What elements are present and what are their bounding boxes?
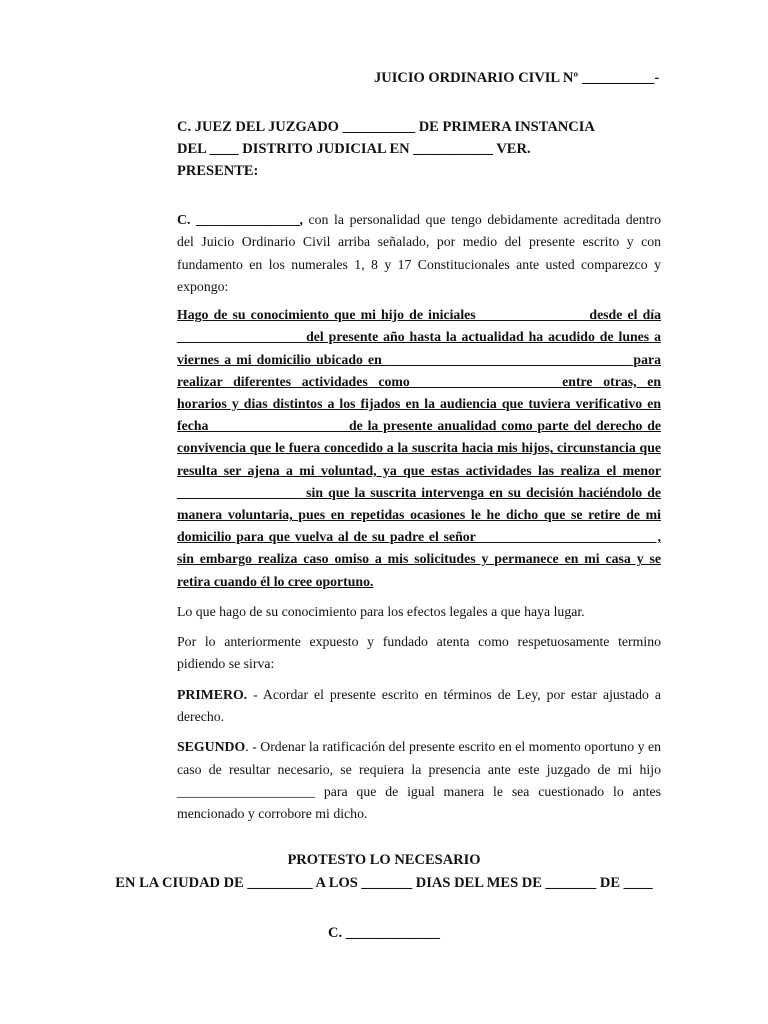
addressee-block <box>177 116 657 182</box>
case-number: JUICIO ORDINARIO CIVIL Nº __________- <box>374 70 660 86</box>
request-intro-paragraph: Por lo anteriormente expuesto y fundado atenta como respetuosamente termino pidiendo se sirva: <box>177 634 661 672</box>
intro-paragraph <box>177 209 661 298</box>
signature-line: C. _____________ <box>328 925 440 941</box>
addressee-line-present: PRESENTE: <box>177 163 259 179</box>
addressee-line-district: DEL ____ DISTRITO JUDICIAL EN ___________ VER. <box>177 141 531 157</box>
segundo-label: SEGUNDO <box>177 739 246 755</box>
petitioner-name-blank: C. _______________, <box>177 212 303 227</box>
addressee-line-judge: C. JUEZ DEL JUZGADO __________ DE PRIMERA INSTANCIA <box>177 119 595 135</box>
document-body <box>177 209 661 834</box>
segundo-paragraph <box>177 736 661 825</box>
city-date-line: EN LA CIUDAD DE _________ A LOS _______ DIAS DEL MES DE _______ DE ____ <box>115 875 653 891</box>
intro-text: con la personalidad que tengo debidamente acreditada dentro del Juicio Ordinario Civil arriba señalado, por medio del presente escrito y con fundamento en los numerales 1, 8 y 17 Constitucionales ante usted comparezco y expongo: <box>177 212 661 294</box>
primero-paragraph <box>177 684 661 729</box>
primero-label: PRIMERO. <box>177 686 248 702</box>
protesto-heading: PROTESTO LO NECESARIO <box>287 852 481 868</box>
primero-text: - Acordar el presente escrito en términos de Ley, por estar ajustado a derecho. <box>177 686 661 725</box>
notice-paragraph: Lo que hago de su conocimiento para los efectos legales a que haya lugar. <box>177 603 585 619</box>
segundo-text: . - Ordenar la ratificación del presente escrito en el momento oportuno y en caso de resultar necesario, se requiera la presencia ante este juzgado de mi hijo ____________________ para que de igual manera le sea cuestionado lo antes mencionado y corrobore mi dicho. <box>177 739 661 822</box>
statement-paragraph: Hago de su conocimiento que mi hijo de iniciales _______________ desde el día __________________ del presente año hasta la actualidad ha acudido de lunes a viernes a mi domicilio ubicado en ___________________________________ para realizar diferentes actividades como ___________________ entre otras, en horarios y dias distintos a los fijados en la audiencia que tuviera verificativo en fecha ___________________ de la presente anualidad como parte del derecho de convivencia que le fuera concedido a la suscrita hacia mis hijos, circunstancia que resulta ser ajena a mi voluntad, ya que estas actividades las realiza el menor __________________ sin que la suscrita intervenga en su decisión haciéndolo de manera voluntaria, pues en repetidas ocasiones le he dicho que se retire de mi domicilio para que vuelva al de su padre el señor _________________________ , sin embargo realiza caso omiso a mis solicitudes y permanece en mi casa y se retira cuando él lo cree oportuno. <box>177 307 661 589</box>
